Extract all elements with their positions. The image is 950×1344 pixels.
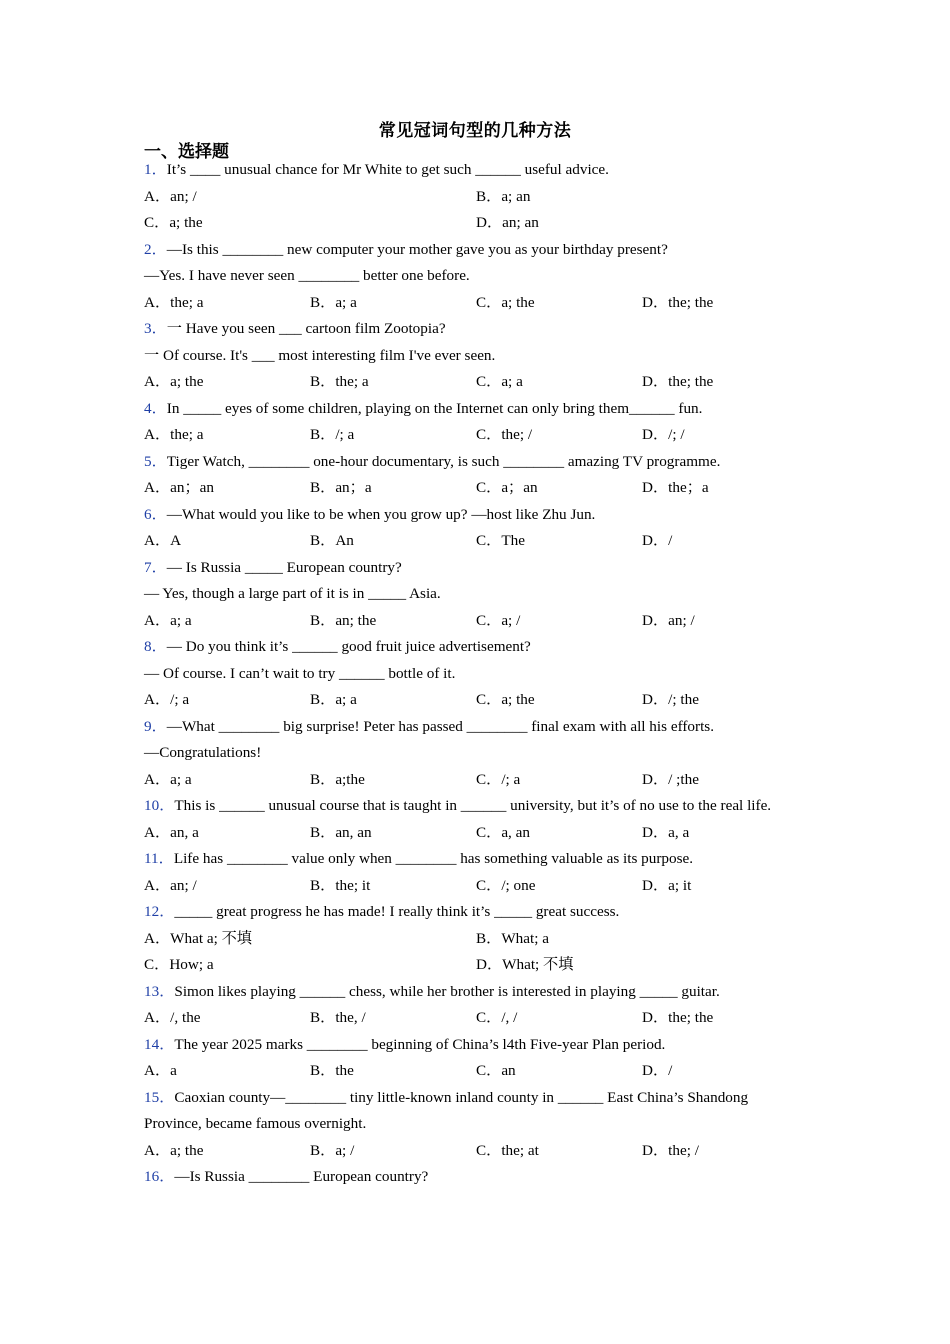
options-row [144,1005,809,1032]
option-d[interactable]: D．the; the [642,1009,714,1026]
question-text: This is ______ unusual course that is taught in ______ university, but it’s of no use to the real life. [174,797,772,814]
option-a[interactable]: A．a; the [144,373,204,390]
option-b[interactable]: B．An [310,532,354,549]
option-c[interactable]: C．/; a [476,770,521,788]
option-c[interactable]: C．How; a [144,956,214,973]
question-number: 13． [144,982,175,1000]
question-5 [144,449,809,476]
option-c[interactable]: C．a; the [476,293,535,311]
option-d[interactable]: D．a; it [642,876,692,894]
question-number: 2． [144,240,167,258]
option-a[interactable]: A．the; a [144,426,204,443]
option-c[interactable]: C．a; the [144,214,203,231]
question-6 [144,502,809,529]
option-b[interactable]: B．the [310,1062,354,1079]
option-c[interactable]: C．an [476,1062,516,1079]
option-a[interactable]: A．an; / [144,187,197,205]
question-number: 14． [144,1035,175,1053]
option-a[interactable]: A．What a; 不填 [144,929,252,947]
question-number: 1． [144,161,167,178]
question-text: Tiger Watch, ________ one-hour documentary, is such ________ amazing TV programme. [166,452,721,470]
option-d[interactable]: D．a, a [642,823,690,841]
option-c[interactable]: C．a; / [476,611,521,629]
question-number: 6． [144,505,167,523]
question-text: — Do you think it’s ______ good fruit juice advertisement? [166,638,531,655]
options-row [144,926,809,953]
options-row [144,184,809,211]
option-b[interactable]: B．/; a [310,426,355,443]
question-number: 5． [144,452,167,470]
options-row [144,422,809,449]
question-number: 16． [144,1168,175,1185]
question-14 [144,1032,809,1059]
question-1 [144,157,809,184]
question-number: 4． [144,399,167,417]
options-row [144,1058,809,1085]
option-a[interactable]: A．an; / [144,876,197,894]
option-a[interactable]: A．a; the [144,1141,204,1159]
option-a[interactable]: A．/, the [144,1009,201,1026]
question-number: 11． [144,850,174,867]
option-c[interactable]: C．the; / [476,426,533,443]
option-d[interactable]: D．the; the [642,373,714,390]
question-text: — Is Russia _____ European country? [166,558,402,576]
question-4 [144,396,809,423]
question-text: The year 2025 marks ________ beginning of China’s l4th Five-year Plan period. [174,1035,666,1053]
option-d[interactable]: D．/ [642,1062,673,1079]
question-number: 10． [144,797,175,814]
question-13 [144,979,809,1006]
question-8 [144,634,809,661]
options-row [144,873,809,900]
options-row [144,475,809,502]
question-12 [144,899,809,926]
option-a[interactable]: A．a [144,1062,177,1079]
question-number: 7． [144,558,167,576]
question-3 [144,316,809,343]
question-text: —Is Russia ________ European country? [174,1168,429,1185]
option-a[interactable]: A．an, a [144,823,199,841]
option-c[interactable]: C．a; a [476,373,523,390]
options-row [144,290,809,317]
options-row [144,767,809,794]
options-row [144,369,809,396]
option-b[interactable]: B．a; a [310,293,357,311]
option-a[interactable]: A．A [144,532,182,549]
option-a[interactable]: A．an；an [144,479,215,496]
option-b[interactable]: B．an; the [310,611,377,629]
option-d[interactable]: D．/ [642,532,673,549]
question-text: _____ great progress he has made! I really think it’s _____ great success. [174,903,620,920]
option-c[interactable]: C．the; at [476,1141,539,1159]
question-15 [144,1085,809,1138]
option-d[interactable]: D．What; 不填 [476,956,574,973]
question-text: 一 Have you seen ___ cartoon film Zootopia? [166,320,446,337]
option-b[interactable]: B．an, an [310,823,372,841]
option-c[interactable]: C．/; one [476,876,536,894]
option-b[interactable]: B．the; a [310,373,369,390]
section-heading: 一、选择题 [144,142,229,162]
question-text: It’s ____ unusual chance for Mr White to get such ______ useful advice. [166,161,609,178]
option-b[interactable]: B．a; an [476,187,531,205]
question-text-line: 一 Of course. It's ___ most interesting film I've ever seen. [144,346,496,364]
page-title: 常见冠词句型的几种方法 [378,121,572,141]
options-row [144,210,809,237]
options-row [144,1138,809,1165]
question-text: In _____ eyes of some children, playing on the Internet can only bring them______ fun. [166,399,703,417]
question-text: —What would you like to be when you grow up? —host like Zhu Jun. [166,505,596,523]
option-d[interactable]: D．the；a [642,479,709,496]
options-row [144,820,809,847]
option-d[interactable]: D．the; the [642,293,714,311]
options-row [144,687,809,714]
option-d[interactable]: D．an; / [642,611,695,629]
question-number: 15． [144,1088,175,1106]
question-number: 9． [144,717,167,735]
question-text: Caoxian county—________ tiny little-known inland county in ______ East China’s Shandong Province, became famous overnight. [144,1088,749,1132]
question-text: —Is this ________ new computer your mother gave you as your birthday present? [166,240,668,258]
options-row [144,952,809,979]
option-b[interactable]: B．a; a [310,691,357,708]
option-b[interactable]: B．the; it [310,876,371,894]
option-a[interactable]: A．a; a [144,770,192,788]
question-10 [144,793,809,820]
option-c[interactable]: C．/, / [476,1009,518,1026]
option-b[interactable]: B．a; / [310,1141,355,1159]
question-text-line: —Congratulations! [144,744,262,761]
question-number: 12． [144,903,175,920]
option-d[interactable]: D．/; / [642,426,685,443]
option-d[interactable]: D．/; the [642,691,699,708]
option-b[interactable]: B．a;the [310,770,365,788]
question-2 [144,237,809,264]
option-c[interactable]: C．The [476,532,525,549]
question-16 [144,1164,809,1191]
option-d[interactable]: D．/ ;the [642,770,699,788]
option-d[interactable]: D．the; / [642,1141,699,1159]
option-c[interactable]: C．a；an [476,479,538,496]
question-7 [144,555,809,582]
option-a[interactable]: A．the; a [144,293,204,311]
question-9 [144,714,809,741]
option-b[interactable]: B．the, / [310,1009,366,1026]
option-b[interactable]: B．What; a [476,929,549,947]
question-list [144,157,809,1191]
question-text-line: —Yes. I have never seen ________ better one before. [144,267,470,284]
options-row [144,608,809,635]
option-d[interactable]: D．an; an [476,214,539,231]
option-a[interactable]: A．/; a [144,691,190,708]
option-c[interactable]: C．a; the [476,691,535,708]
options-row [144,528,809,555]
option-a[interactable]: A．a; a [144,611,192,629]
question-text: Life has ________ value only when ________ has something valuable as its purpose. [173,850,694,867]
question-11 [144,846,809,873]
option-b[interactable]: B．an；a [310,479,372,496]
question-text-line: — Yes, though a large part of it is in _____ Asia. [144,585,441,602]
question-number: 3． [144,320,167,337]
option-c[interactable]: C．a, an [476,823,530,841]
question-text: Simon likes playing ______ chess, while her brother is interested in playing _____ guitar. [174,982,720,1000]
question-text-line: — Of course. I can’t wait to try ______ bottle of it. [144,664,456,682]
question-number: 8． [144,638,167,655]
question-text: —What ________ big surprise! Peter has passed ________ final exam with all his efforts. [166,717,714,735]
